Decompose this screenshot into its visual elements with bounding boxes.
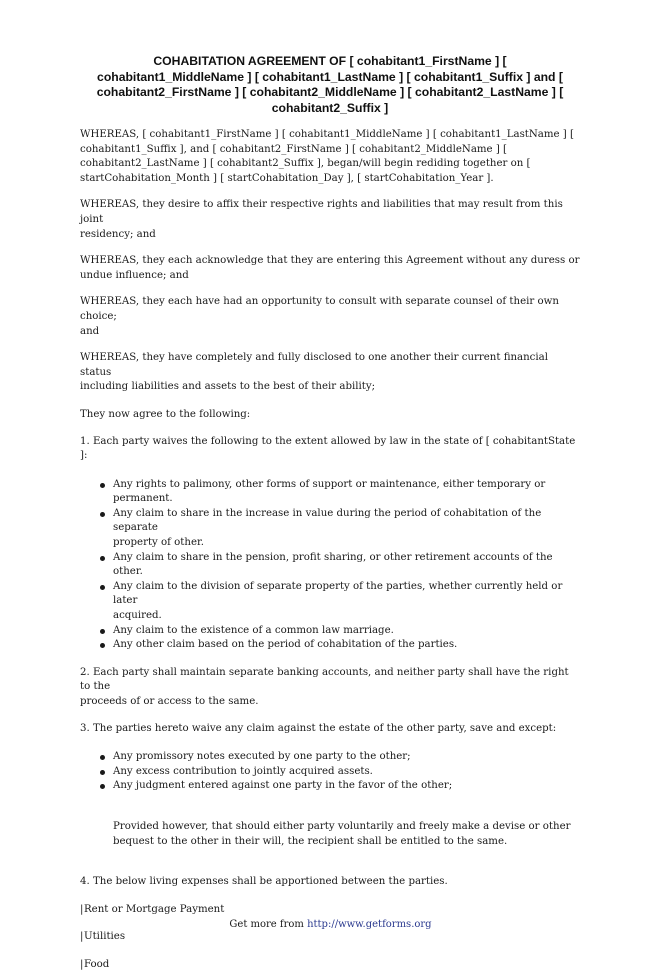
expense-label: Utilities	[84, 931, 126, 943]
proviso-paragraph	[80, 820, 580, 849]
list-item-text: property of other.	[113, 537, 204, 549]
text-line: 2. Each party shall maintain separate banking accounts, and neither party shall have the right to the	[80, 666, 569, 693]
text-line: Provided however, that should either party voluntarily and freely make a devise or other	[113, 820, 571, 832]
list-item-text: Any excess contribution to jointly acquired assets.	[113, 765, 373, 777]
bullet-icon	[100, 483, 105, 488]
text-line: and	[80, 325, 100, 337]
whereas-clause-parties	[80, 128, 580, 186]
section-4-heading: 4. The below living expenses shall be apportioned between the parties.	[80, 876, 448, 888]
text-line: including liabilities and assets to the best of their ability;	[80, 381, 376, 393]
list-item	[113, 580, 580, 624]
list-item	[113, 750, 580, 765]
bullet-icon	[100, 770, 105, 775]
text-line: WHEREAS, they have completely and fully disclosed to one another their current financial status	[80, 352, 548, 378]
list-item	[113, 765, 580, 780]
section-1-heading: 1. Each party waives the following to the extent allowed by law in the state of [ cohabitantState ]:	[80, 435, 576, 462]
text-line: startCohabitation_Month ] [ startCohabitation_Day ], [ startCohabitation_Year ].	[80, 172, 494, 184]
text-line: WHEREAS, they desire to affix their respective rights and liabilities that may result from this joint	[80, 199, 563, 225]
exception-list	[80, 750, 580, 794]
title-line: cohabitant2_Suffix ]	[271, 100, 389, 115]
list-item-text: Any judgment entered against one party in the favor of the other;	[113, 780, 453, 792]
document-page	[80, 54, 580, 973]
bullet-icon	[100, 643, 105, 648]
whereas-clause-duress	[80, 254, 580, 283]
list-item-text: Any claim to share in the increase in value during the period of cohabitation of the separate	[113, 507, 542, 534]
expense-item: |Food	[80, 958, 110, 970]
list-item-text: acquired.	[113, 610, 162, 622]
expense-item: |Rent or Mortgage Payment	[80, 903, 225, 915]
agreement-intro: They now agree to the following:	[80, 408, 251, 420]
list-item-text: Any promissory notes executed by one party to the other;	[113, 751, 411, 763]
title-line: cohabitant1_MiddleName ] [ cohabitant1_LastName ] [ cohabitant1_Suffix ] and [	[97, 69, 563, 84]
list-item	[113, 551, 580, 580]
bullet-icon	[100, 512, 105, 517]
list-item	[113, 779, 580, 794]
expense-label: Food	[84, 958, 110, 970]
text-line: WHEREAS, they each have had an opportunity to consult with separate counsel of their own choice;	[80, 296, 559, 322]
list-item-text: Any claim to the existence of a common law marriage.	[113, 624, 394, 636]
bullet-icon	[100, 784, 105, 789]
whereas-clause-counsel	[80, 295, 580, 339]
document-title	[80, 54, 580, 116]
list-item	[113, 638, 580, 653]
text-line: cohabitant2_LastName ] [ cohabitant2_Suffix ], began/will begin rediding together on [	[80, 158, 531, 170]
section-3-heading: 3. The parties hereto waive any claim against the estate of the other party, save and except:	[80, 722, 557, 734]
title-line: cohabitant2_FirstName ] [ cohabitant2_MiddleName ] [ cohabitant2_LastName ] [	[96, 85, 564, 99]
bullet-icon	[100, 629, 105, 634]
text-line: proceeds of or access to the same.	[80, 696, 259, 707]
waiver-list	[80, 478, 580, 653]
whereas-clause-disclosure	[80, 351, 580, 395]
footer-text: Get more from	[229, 919, 308, 930]
list-item	[113, 624, 580, 639]
text-line: residency; and	[80, 228, 156, 240]
list-item-text: Any rights to palimony, other forms of support or maintenance, either temporary or permanent.	[113, 478, 546, 505]
bullet-icon	[100, 585, 105, 590]
list-item	[113, 478, 580, 507]
list-item-text: Any claim to the division of separate property of the parties, whether currently held or later	[113, 580, 563, 607]
expense-label: Rent or Mortgage Payment	[84, 903, 225, 915]
section-2	[80, 666, 580, 710]
title-line: COHABITATION AGREEMENT OF [ cohabitant1_FirstName ] [	[153, 54, 507, 68]
text-line: WHEREAS, [ cohabitant1_FirstName ] [ cohabitant1_MiddleName ] [ cohabitant1_LastName ] [	[80, 129, 574, 140]
whereas-clause-rights	[80, 198, 580, 242]
text-line: bequest to the other in their will, the recipient shall be entitled to the same.	[113, 835, 508, 847]
list-item-text: Any other claim based on the period of cohabitation of the parties.	[113, 639, 458, 651]
text-line: WHEREAS, they each acknowledge that they are entering this Agreement without any duress or	[80, 255, 580, 267]
bullet-icon	[100, 755, 105, 760]
text-line: cohabitant1_Suffix ], and [ cohabitant2_FirstName ] [ cohabitant2_MiddleName ] [	[80, 143, 508, 155]
expense-item: |Utilities	[80, 931, 126, 943]
expense-list	[80, 903, 580, 973]
text-line: undue influence; and	[80, 269, 189, 281]
list-item-text: Any claim to share in the pension, profit sharing, or other retirement accounts of the other.	[113, 551, 553, 578]
page-footer	[0, 919, 661, 931]
bullet-icon	[100, 556, 105, 561]
list-item	[113, 507, 580, 551]
footer-link[interactable]: http://www.getforms.org	[307, 919, 432, 930]
